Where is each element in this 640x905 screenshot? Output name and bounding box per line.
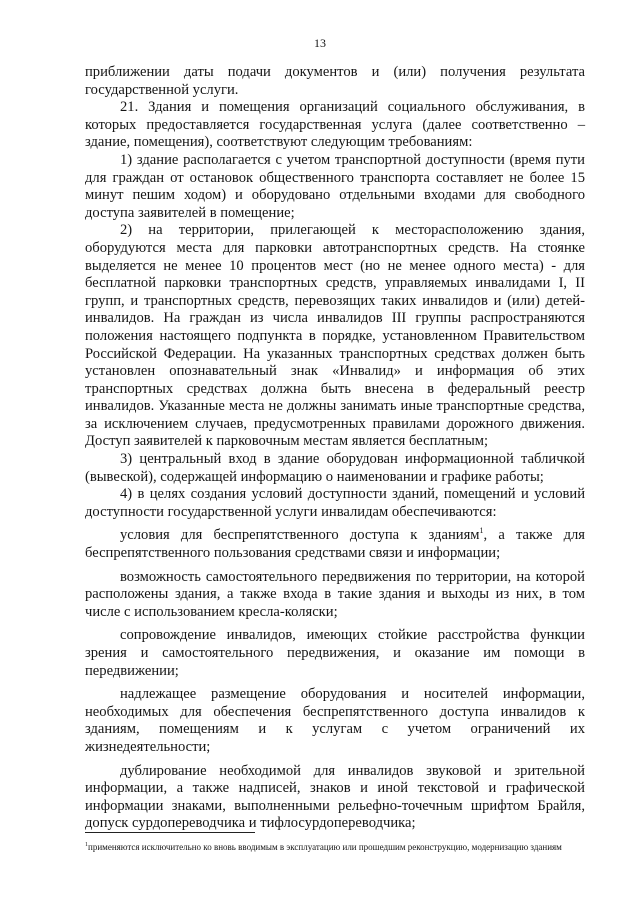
- paragraph-item-1: 1) здание располагается с учетом транспортной доступности (время пути для граждан от остановок общественного транспорта составляет не более 15 минут пешим ходом) и оборудовано отдельными входами для свободного доступа заявителей в помещение;: [85, 151, 585, 221]
- paragraph-continuation: приближении даты подачи документов и (или) получения результата государственной услуги.: [85, 64, 585, 98]
- paragraph-item-4: 4) в целях создания условий доступности зданий, помещений и условий доступности государственной услуги инвалидам обеспечиваются:: [85, 486, 585, 520]
- paragraph-information-duplication: дублирование необходимой для инвалидов звуковой и зрительной информации, а также надписей, знаков и иной текстовой и графической информации знаками, выполненными рельефно-точечным шрифтом Брайля, допуск сурдопереводчика и тифлосурдопереводчика;: [85, 762, 585, 832]
- access-conditions-text-continued: , а также для беспрепятственного пользования средствами связи и информации;: [85, 527, 585, 562]
- page-number: 13: [314, 36, 326, 50]
- paragraph-item-2: 2) на территории, прилегающей к месторасположению здания, оборудуются места для парковки автотранспортных средств. На стоянке выделяется не менее 10 процентов мест (но не менее одного места) - для бесплатной парковки транспортных средств, управляемых инвалидами I, II групп, и транспортных средств, перевозящих таких инвалидов и (или) детей-инвалидов. На граждан из числа инвалидов III группы распространяются положения настоящего подпункта в порядке, установленном Правительством Российской Федерации. На указанных транспортных средствах должен быть установлен опознавательный знак «Инвалид» и информация об этих транспортных средствах должна быть внесена в федеральный реестр инвалидов. Указанные места не должны занимать иные транспортные средства, за исключением случаев, предусмотренных правилами дорожного движения. Доступ заявителей к парковочным местам является бесплатным;: [85, 222, 585, 450]
- paragraph-independent-movement: возможность самостоятельного передвижения по территории, на которой расположены здания, а также входа в такие здания и выходы из них, в том числе с использованием кресла-коляски;: [85, 568, 585, 620]
- access-conditions-text: условия для беспрепятственного доступа к зданиям: [120, 527, 480, 544]
- footnote: [85, 841, 585, 854]
- footnote-mark: 1: [85, 842, 88, 848]
- document-body: [85, 64, 585, 833]
- paragraph-clause-21: 21. Здания и помещения организаций социального обслуживания, в которых предоставляется государственная услуга (далее соответственно – здание, помещения), соответствуют следующим требованиям:: [85, 99, 585, 151]
- paragraph-escort: сопровождение инвалидов, имеющих стойкие расстройства функции зрения и самостоятельного передвижения, и оказание им помощи в передвижении;: [85, 627, 585, 679]
- footnote-divider: [85, 832, 255, 833]
- paragraph-equipment-placement: надлежащее размещение оборудования и носителей информации, необходимых для обеспечения беспрепятственного доступа инвалидов к зданиям, помещениям и к услугам с учетом ограничений их жизнедеятельности;: [85, 686, 585, 755]
- footnote-text: применяются исключительно ко вновь вводимым в эксплуатацию или прошедшим реконструкцию, модернизацию зданиям: [88, 842, 562, 852]
- paragraph-item-3: 3) центральный вход в здание оборудован информационной табличкой (вывеской), содержащей информацию о наименовании и графике работы;: [85, 451, 585, 485]
- paragraph-access-conditions: [85, 527, 585, 562]
- footnote-reference: 1: [479, 526, 484, 536]
